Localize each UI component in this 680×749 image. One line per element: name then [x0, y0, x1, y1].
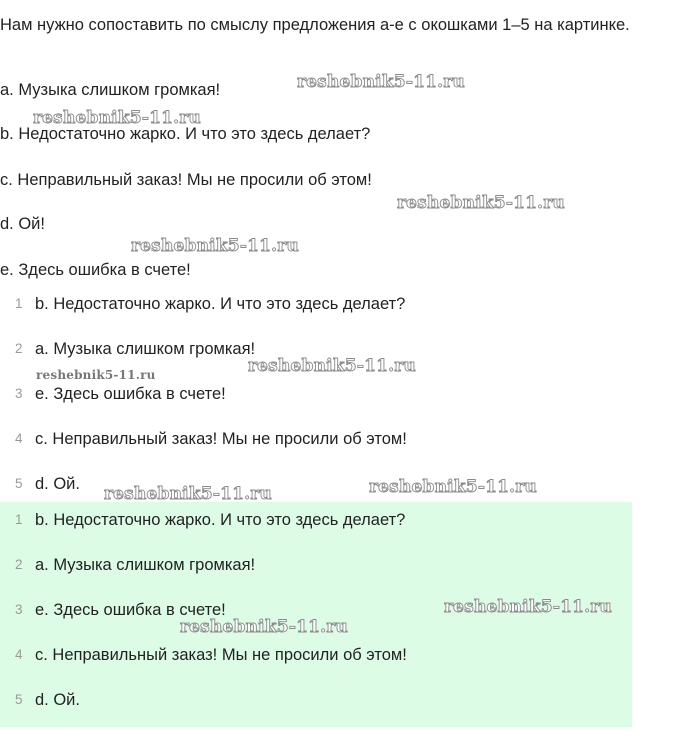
numbered-list-answer	[0, 502, 632, 727]
watermark: reshebnik5-11.ru	[397, 193, 565, 213]
list-item-text: c. Неправильный заказ! Мы не просили об этом!	[35, 646, 407, 664]
list-item	[0, 637, 632, 682]
sentence-a: a. Музыка слишком громкая!	[0, 81, 221, 99]
list-item-number: 3	[15, 386, 23, 401]
list-item-number: 1	[15, 296, 23, 311]
list-item-text: c. Неправильный заказ! Мы не просили об этом!	[35, 430, 407, 448]
list-item-number: 3	[15, 602, 23, 617]
numbered-list-question	[0, 286, 632, 511]
watermark: reshebnik5-11.ru	[36, 368, 156, 382]
sentence-d: d. Ой!	[0, 215, 45, 233]
watermark: reshebnik5-11.ru	[444, 597, 612, 617]
list-item-text: a. Музыка слишком громкая!	[35, 340, 256, 358]
list-item-number: 2	[15, 557, 23, 572]
sentence-c: c. Неправильный заказ! Мы не просили об этом!	[0, 171, 372, 189]
list-item-number: 5	[15, 476, 23, 491]
list-item-number: 4	[15, 431, 23, 446]
list-item	[0, 421, 632, 466]
list-item-number: 1	[15, 512, 23, 527]
sentence-b: b. Недостаточно жарко. И что это здесь делает?	[0, 125, 371, 143]
list-item-text: b. Недостаточно жарко. И что это здесь делает?	[35, 295, 406, 313]
list-item-number: 4	[15, 647, 23, 662]
list-item	[0, 286, 632, 331]
list-item	[0, 502, 632, 547]
task-intro: Нам нужно сопоставить по смыслу предложения а-е с окошками 1–5 на картинке.	[0, 16, 630, 34]
watermark: reshebnik5-11.ru	[248, 356, 416, 376]
list-item-text: b. Недостаточно жарко. И что это здесь делает?	[35, 511, 406, 529]
list-item-number: 2	[15, 341, 23, 356]
list-item-text: d. Ой.	[35, 475, 80, 493]
list-item-number: 5	[15, 692, 23, 707]
list-item	[0, 592, 632, 637]
watermark: reshebnik5-11.ru	[297, 72, 465, 92]
list-item-text: d. Ой.	[35, 691, 80, 709]
list-item-text: a. Музыка слишком громкая!	[35, 556, 256, 574]
list-item	[0, 331, 632, 376]
watermark: reshebnik5-11.ru	[369, 477, 537, 497]
list-item-text: e. Здесь ошибка в счете!	[35, 601, 226, 619]
sentence-e: e. Здесь ошибка в счете!	[0, 261, 191, 279]
watermark: reshebnik5-11.ru	[131, 236, 299, 256]
watermark: reshebnik5-11.ru	[33, 108, 201, 128]
watermark: reshebnik5-11.ru	[104, 484, 272, 504]
list-item	[0, 682, 632, 727]
list-item	[0, 376, 632, 421]
list-item-text: e. Здесь ошибка в счете!	[35, 385, 226, 403]
list-item	[0, 547, 632, 592]
watermark: reshebnik5-11.ru	[180, 617, 348, 637]
